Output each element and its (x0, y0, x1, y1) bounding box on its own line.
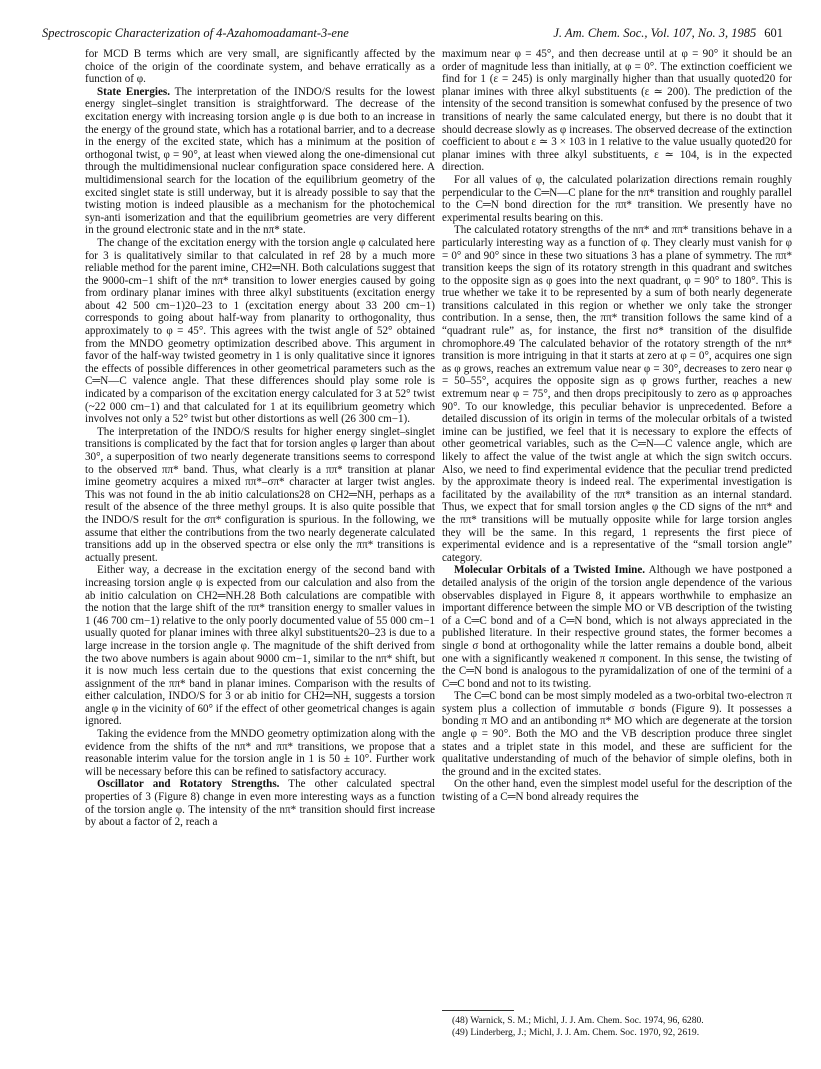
journal-citation (553, 26, 783, 41)
paragraph: The calculated rotatory strengths of the nπ* and ππ* transitions behave in a particularly interesting way as a function of φ. They clearly must vanish for φ = 0° and 90° since in these two situations 3 has a plane of symmetry. The ππ* transition keeps the sign of its rotatory strength in this quadrant and switches to the opposite sign as φ goes into the next quadrant, φ = 90° to 180°. This is true whether we take it to be represented by a sum of both nearly degenerate transitions calculated in this region or whether we only take the stronger contribution. In a sense, then, the ππ* transition follows the same kind of a “quadrant rule” as, for instance, the first nσ* transition of the disulfide chromophore.49 The calculated behavior of the rotatory strength of the nπ* transition is more intriguing in that it starts at zero at φ = 0°, acquires one sign as φ grows, reaches an extremum value near φ = 30°, decreases to zero near φ = 50–55°, acquires the opposite sign as φ grows further, reaches a new extremum near φ = 75°, and then drops precipitously to zero as φ approaches 90°. To our knowledge, this peculiar behavior is unprecedented. Before a detailed discussion of its origin in terms of the molecular orbitals of a twisted imine can be justified, we feel that it is necessary to explore the effects of other geometrical variables, such as the C═N—C valence angle, which are likely to affect the value of the twist angle at which the sign switch occurs. Also, we need to find experimental evidence that the peculiar trend predicted by the approximate theory is indeed real. The experimental investigation is facilitated by the availability of the ππ* transition as an internal standard. Thus, we expect that for small torsion angles φ the CD signs of the nπ* and the ππ* transitions will be mutually opposite while for large torsion angles they will be the same. In this regard, 1 represents the first piece of experimental evidence and is a representative of the “small torsion angle” category. (442, 224, 792, 564)
journal-reference: J. Am. Chem. Soc., Vol. 107, No. 3, 1985 (553, 26, 757, 40)
page-number: 601 (764, 26, 783, 40)
paragraph: The C═C bond can be most simply modeled as a two-orbital two-electron π system plus a collection of immutable σ bonds (Figure 9). It possesses a bonding π MO and an antibonding π* MO which are degenerate at the torsion angle φ = 90°. Both the MO and the VB description produce three singlet states and a triplet state in this model, and these are sufficient for the qualitative understanding of much of the behavior of simple olefins, both in the ground and in the excited states. (442, 690, 792, 778)
paragraph-text: The other calculated spectral properties of 3 (Figure 8) change in even more interesting ways as a function of the torsion angle φ. The intensity of the nπ* transition should first increase by about a factor of 2, reach a (85, 778, 435, 829)
footnote: (49) Linderberg, J.; Michl, J. J. Am. Chem. Soc. 1970, 92, 2619. (452, 1026, 700, 1038)
paragraph: On the other hand, even the simplest model useful for the description of the twisting of a C═N bond already requires the (442, 778, 792, 804)
paragraph-text: The interpretation of the INDO/S results for the lowest energy singlet–singlet transition is straightforward. The decrease of the excitation energy with increasing torsion angle φ is due both to an increase in the energy of the ground state, which has a rotational barrier, and to a decrease in the energy of the excited state, which has a minimum at the position of orthogonal twist, φ = 90°, at least when viewed along the one-dimensional cut through the multidimensional nuclear configuration space considered here. A multidimensional search for the location of the equilibrium geometry of the excited singlet state is still underway, but it is already possible to say that the twisting motion is indeed plausible as a mechanism for the photochemical syn-anti isomerization and that the equilibrium geometries are very different in the ground electronic state and in the nπ* state. (85, 85, 435, 237)
paragraph: Taking the evidence from the MNDO geometry optimization along with the evidence from the shifts of the nπ* and ππ* transitions, we propose that a reasonable interim value for the torsion angle in 1 is 50 ± 10°. Further work will be necessary before this can be refined to satisfactory accuracy. (85, 728, 435, 778)
footnotes (452, 1015, 792, 1038)
left-column (85, 48, 435, 829)
paragraph: Either way, a decrease in the excitation energy of the second band with increasing torsion angle φ is expected from our calculation and also from the ab initio calculation on CH2═NH.28 Both calculations are compatible with the notion that the large shift of the ππ* transition energy to smaller values in 1 (46 700 cm−1) relative to the only poorly documented value of 55 000 cm−1 usually quoted for planar imines with three alkyl substituents20–23 is due to a large increase in the torsion angle φ. The magnitude of the shift derived from the two above numbers is again about 9000 cm−1, similar to the nπ* shift, but it is now much less certain due to the questions that exist concerning the assignment of the ππ* band in planar imines. Comparison with the results of either calculation, INDO/S for 3 or ab initio for CH2═NH, suggests a torsion angle φ in the vicinity of 60° if the effect of other geometrical changes is again ignored. (85, 564, 435, 728)
paragraph: maximum near φ = 45°, and then decrease until at φ = 90° it should be an order of magnitude less than initially, at φ = 0°. The extinction coefficient we find for 1 (ε = 245) is only marginally higher than that usually quoted20 for planar imines with three alkyl substituents (ε ≃ 200). The prediction of the intensity of the second transition is somewhat confused by the presence of two transitions of nearly the same calculated energy, but there is no doubt that it should decrease slowly as φ increases. The observed decrease of the extinction coefficient to about ε ≃ 3 × 103 in 1 relative to the value usually quoted20 for planar imines with three alkyl substituents, ε ≃ 104, is in the expected direction. (442, 48, 792, 174)
section-heading: Oscillator and Rotatory Strengths. (97, 778, 280, 791)
paragraph-state-energies (85, 86, 435, 237)
footnote-divider (442, 1010, 514, 1011)
footnote: (48) Warnick, S. M.; Michl, J. J. Am. Chem. Soc. 1974, 96, 6280. (452, 1015, 704, 1026)
running-header (42, 26, 783, 46)
section-heading: Molecular Orbitals of a Twisted Imine. (454, 564, 646, 577)
paragraph: for MCD B terms which are very small, are significantly affected by the choice of the origin of the coordinate system, and behave erratically as a function of φ. (85, 48, 435, 86)
paragraph-oscillator-strengths (85, 778, 435, 828)
paragraph: For all values of φ, the calculated polarization directions remain roughly perpendicular to the C═N—C plane for the nπ* transition and roughly parallel to the C═N bond direction for the ππ* transition. We presently have no experimental results bearing on this. (442, 173, 792, 224)
running-title: Spectroscopic Characterization of 4-Azahomoadamant-3-ene (42, 26, 349, 40)
right-column (442, 48, 792, 804)
section-heading: State Energies. (97, 85, 170, 98)
paragraph: The change of the excitation energy with the torsion angle φ calculated here for 3 is qualitatively similar to that calculated in ref 28 by a much more reliable method for the parent imine, CH2═NH. Both calculations suggest that the 9000-cm−1 shift of the nπ* transition to lower energies caused by going from ordinary planar imines with three alkyl substituents (excitation energy about 42 500 cm−1)20–23 to 1 (excitation energy about 33 200 cm−1) corresponds to going about half-way from planarity to orthogonality, thus approximately to φ = 45°. This agrees with the twist angle of 52° obtained from the MNDO geometry optimization described above. This argument in favor of the half-way twisted geometry in 1 is only qualitative since it ignores the effects of possible differences in other geometrical parameters such as the C═N—C valence angle. That these differences should play some role is indicated by a comparison of the excitation energy calculated for 3 at 52° twist (~22 000 cm−1) and that calculated for 1 at its equilibrium geometry which involves not only a 52° twist but other distortions as well (26 300 cm−1). (85, 236, 435, 426)
paragraph-text: Although we have postponed a detailed analysis of the origin of the torsion angle dependence of the various observables displayed in Figure 8, it appears worthwhile to emphasize an important difference between the simple MO or VB description of the twisting of a C═C bond and of a C═N bond, which is not always appreciated in the published literature. In their respective ground states, the former becomes a single σ bond at orthogonality while the latter remains a double bond, albeit one with a significantly weakened π component. In this sense, the twisting of the C═N bond is analogous to the pyramidalization of one of the termini of a C═C bond and not to its twisting. (442, 564, 793, 690)
paragraph-molecular-orbitals (442, 564, 792, 690)
paragraph: The interpretation of the INDO/S results for higher energy singlet–singlet transitions is complicated by the fact that for torsion angles φ larger than about 30°, a superposition of two nearly degenerate transitions seems to correspond to the observed ππ* band. Thus, what clearly is a ππ* transition at planar imine geometry acquires a mixed ππ*–σπ* character at larger twist angles. This was not found in the ab initio calculations28 on CH2═NH, perhaps as a result of the absence of the three methyl groups. It is also quite possible that the INDO/S result for the σπ* configuration is spurious. In the following, we assume that either the contributions from the two nearly degenerate calculated transitions add up in the observed spectra or else only the ππ* transitions is actually present. (85, 425, 435, 564)
